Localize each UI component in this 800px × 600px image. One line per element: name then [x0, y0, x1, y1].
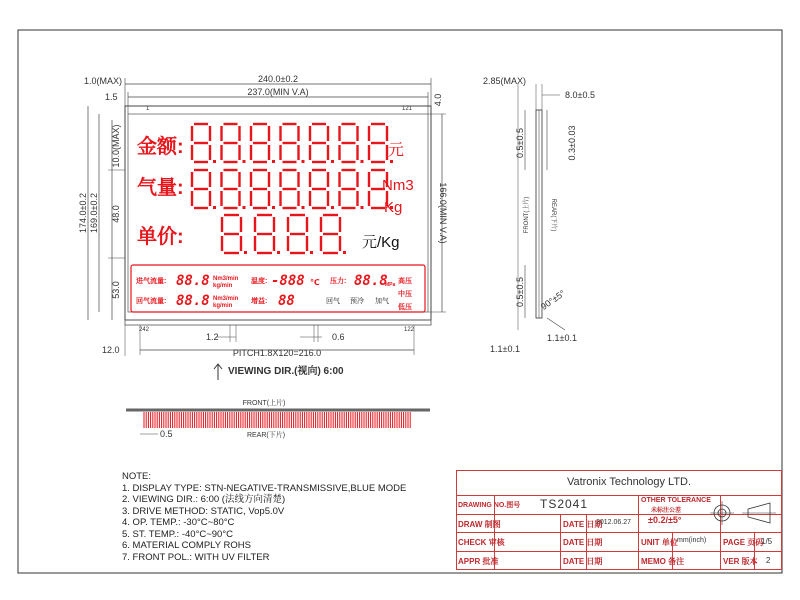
mid-pressure: 中压 [398, 291, 412, 298]
row1-label: 金额: [137, 136, 184, 158]
dim-va-width: 237.0(MIN V.A) [247, 87, 309, 97]
side-angle: 90°±5° [538, 288, 567, 312]
side-11a: 1.1±0.1 [547, 333, 577, 343]
note-item: 4. OP. TEMP.: -30°C~80°C [122, 517, 235, 528]
note-item: 1. DISPLAY TYPE: STN-NEGATIVE-TRANSMISSIVE,BLUE MODE [122, 482, 407, 494]
row2-digits [192, 170, 393, 209]
dim-row-h3: 53.0 [111, 281, 121, 299]
side-03: 0.3±0.03 [567, 125, 577, 161]
segment-digit [222, 215, 247, 254]
segment-digit [222, 170, 246, 209]
dim-pitch: PITCH1.8X120=216.0 [232, 348, 322, 358]
bottom-front-label: FRONT(上片) [242, 400, 286, 407]
segment-digit [192, 170, 216, 209]
pin-bl: 242 [139, 327, 150, 333]
pressure-unit: MPa [385, 282, 396, 288]
appr-label: APPR 批准 [458, 557, 499, 566]
tolerance-sub: 未标注公差 [651, 508, 682, 514]
pin-last: 121 [402, 106, 413, 112]
gain-label: 增益: [251, 298, 268, 305]
drawing-no-label: DRAWING NO.图号 [458, 502, 521, 509]
row2-unit-nm3: Nm3 [382, 177, 414, 194]
segment-digit [310, 124, 334, 163]
date-value: 2012.06.27 [596, 519, 632, 526]
segment-digit [281, 124, 305, 163]
temp-unit: ℃ [310, 278, 320, 287]
note-item: 3. DRIVE METHOD: STATIC, Vop5.0V [122, 505, 285, 517]
segment-digit [251, 124, 275, 163]
dim-va-height: 166.0(MIN V.A) [438, 182, 448, 244]
drawing-no: TS2041 [540, 497, 589, 511]
check-label: CHECK 审核 [458, 538, 505, 547]
row3-label: 单价: [137, 226, 184, 248]
precool-label: 预冷 [350, 298, 364, 305]
dim-left-offset: 1.0(MAX) [84, 76, 123, 86]
temp-label: 温度: [251, 278, 268, 285]
return-gas-label: 回气 [326, 298, 340, 305]
row1-unit: 元 [388, 142, 405, 159]
lcd-bottom-lip [125, 320, 431, 325]
back-flow-unit-a: Nm3/min [213, 296, 239, 302]
pressure-value: 88.8 [354, 273, 388, 289]
page-value: 1/5 [761, 537, 773, 546]
side-front-label: FRONT(上片) [524, 196, 530, 234]
dim-right-edge: 4.0 [433, 93, 443, 107]
side-rear-label: REAR(下片) [550, 198, 556, 232]
notes-title: NOTE: [122, 471, 152, 482]
segment-digit [192, 124, 216, 163]
title-block [456, 470, 782, 570]
pin-strip [144, 412, 410, 428]
side-11b: 1.1±0.1 [490, 344, 520, 354]
segment-digit [340, 124, 364, 163]
dim-bottom-left: 12.0 [102, 345, 120, 355]
tolerance-value: ±0.2/±5° [648, 515, 682, 525]
back-flow-value: 88.8 [176, 293, 210, 309]
date-label-3: DATE 日期 [563, 557, 603, 566]
notes-block [122, 471, 406, 563]
low-pressure: 低压 [398, 304, 412, 311]
page-label: PAGE 页码 [723, 538, 764, 547]
row2-label: 气量: [137, 177, 184, 199]
in-flow-unit-a: Nm3/min [213, 276, 239, 282]
dim-pin-pitch-left: 1.2 [206, 332, 219, 342]
back-flow-label: 回气流量: [136, 298, 167, 305]
high-pressure: 高压 [398, 278, 412, 285]
unit-label: UNIT 单位 [641, 538, 678, 547]
gain-value: 88 [278, 293, 295, 309]
segment-digit [321, 215, 346, 254]
dim-row-h1: 10.0(MAX) [111, 124, 121, 168]
bottom-rear-label: REAR(下片) [246, 432, 286, 439]
ver-label: VER 版本 [723, 557, 758, 566]
in-flow-label: 进气流量: [136, 278, 167, 285]
segment-digit [288, 215, 313, 254]
pressure-label: 压力: [330, 278, 347, 285]
temp-value: -888 [271, 273, 305, 289]
segment-digit [251, 170, 275, 209]
note-item: 2. VIEWING DIR.: 6:00 (法线方向清楚) [122, 494, 286, 505]
date-label-1: DATE 日期 [563, 520, 603, 529]
dim-outline-width: 240.0±0.2 [258, 74, 298, 84]
dim-row-h2: 48.0 [111, 205, 121, 223]
side-thickness: 2.85(MAX) [483, 76, 527, 86]
dim-pin-pitch-right: 0.6 [332, 332, 345, 342]
side-05b: 0.5±0.5 [515, 277, 525, 307]
memo-label: MEMO 备注 [641, 557, 685, 566]
unit-value: mm(inch) [677, 537, 707, 544]
note-item: 5. ST. TEMP.: -40°C~90°C [122, 528, 234, 540]
projection-symbol-icon [710, 497, 780, 531]
draw-label: DRAW 制图 [458, 520, 501, 529]
note-item: 7. FRONT POL.: WITH UV FILTER [122, 551, 270, 563]
dim-height-inner: 169.0±0.2 [89, 193, 99, 233]
side-05a: 0.5±0.5 [515, 128, 525, 158]
back-flow-unit-b: kg/min [213, 303, 233, 309]
segment-digit [255, 215, 280, 254]
row2-unit-kg: Kg [384, 199, 403, 216]
row3-digits [222, 215, 346, 254]
in-flow-unit-b: kg/min [213, 283, 233, 289]
dim-left-edge: 1.5 [105, 92, 118, 102]
row1-digits [192, 124, 393, 163]
segment-digit [310, 170, 334, 209]
ver-value: 2 [766, 556, 771, 565]
row3-unit: 元/Kg [362, 234, 400, 251]
tolerance-label: OTHER TOLERANCE [641, 497, 711, 504]
viewing-arrow-icon [214, 364, 222, 380]
note-item: 6. MATERIAL COMPLY ROHS [122, 540, 251, 551]
side-8: 8.0±0.5 [565, 90, 595, 100]
pin-first: 1 [146, 106, 150, 112]
viewing-direction: VIEWING DIR.(视向) 6:00 [228, 366, 344, 377]
date-label-2: DATE 日期 [563, 538, 603, 547]
in-flow-value: 88.8 [176, 273, 210, 289]
segment-digit [281, 170, 305, 209]
pin-br: 122 [404, 327, 415, 333]
dim-height-outline: 174.0±0.2 [78, 193, 88, 233]
segment-digit [340, 170, 364, 209]
segment-digit [222, 124, 246, 163]
refuel-label: 加气 [375, 298, 389, 305]
company-name: Vatronix Technology LTD. [566, 476, 692, 488]
bottom-pin-05: 0.5 [160, 429, 173, 439]
